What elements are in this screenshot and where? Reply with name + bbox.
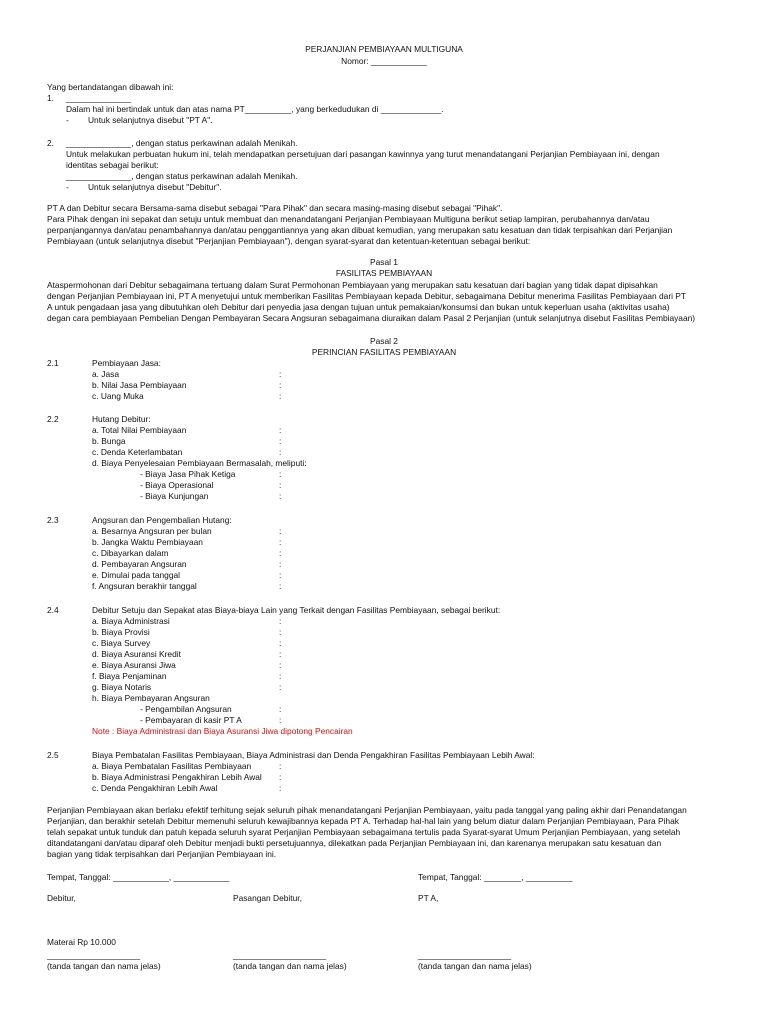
section-2-2-subitem: - Biaya Jasa Pihak Ketiga	[140, 469, 236, 479]
section-2-4-title: Debitur Setuju dan Sepakat atas Biaya-biaya Lain yang Terkait dengan Fasilitas Pembiayaan, sebagai berikut:	[92, 605, 501, 615]
field-colon: :	[279, 671, 282, 681]
section-2-5-item: a. Biaya Pembatalan Fasilitas Pembiayaan	[92, 761, 252, 771]
para-pihak-line: PT A dan Debitur secara Bersama-sama disebut sebagai "Para Pihak" dan secara masing-masing disebut sebagai "Pihak".	[47, 203, 503, 213]
pasal-2-title: PERINCIAN FASILITAS PEMBIAYAAN	[311, 347, 457, 357]
field-colon: :	[279, 436, 282, 446]
para-pihak-line: perpanjangannya dan/atau penambahannya dan/atau penggantiannya yang akan dibuat kemudian, yang merupakan satu kesatuan dan tidak terpisahkan dari Perjanjian	[47, 225, 673, 235]
section-2-4-subitem: - Pembayaran di kasir PT A	[140, 715, 242, 725]
section-2-1-item: c. Uang Muka	[92, 391, 144, 401]
section-2-4-item: e. Biaya Asuransi Jiwa	[92, 660, 176, 670]
section-2-3-item: b. Jangka Waktu Pembiayaan	[92, 537, 203, 547]
intro-text: Yang bertandatangan dibawah ini:	[47, 82, 174, 92]
section-2-4-item: c. Biaya Survey	[92, 638, 151, 648]
pasal-1-line: Ataspermohonan dari Debitur sebagaimana tertuang dalam Surat Permohonan Pembiayaan yang merupakan satu kesatuan dari bagian yang tidak dapat dipisahkan	[47, 280, 658, 290]
signature-caption: (tanda tangan dan nama jelas)	[47, 961, 161, 971]
signature-line: ____________________	[47, 950, 141, 960]
party-2-line-2: Untuk melakukan perbuatan hukum ini, telah mendapatkan persetujuan dari pasangan kawinnya yang turut menandatangani Perjanjian Pembiayaan ini, dengan	[66, 149, 660, 159]
section-2-2-item: d. Biaya Penyelesaian Pembiayaan Bermasalah, meliputi:	[92, 458, 307, 468]
section-2-2-number: 2.2	[47, 414, 59, 424]
field-colon: :	[279, 537, 282, 547]
field-colon: :	[279, 559, 282, 569]
section-2-4-item: b. Biaya Provisi	[92, 627, 150, 637]
section-2-5-title: Biaya Pembatalan Fasilitas Pembiayaan, Biaya Administrasi dan Denda Pengakhiran Fasilitas Pembiayaan Lebih Awal:	[92, 750, 535, 760]
party-1-name-blank: ______________	[66, 93, 132, 103]
document-title: PERJANJIAN PEMBIAYAAN MULTIGUNA	[305, 44, 463, 54]
field-colon: :	[279, 715, 282, 725]
party-1-reference: Untuk selanjutnya disebut "PT A".	[88, 115, 213, 125]
section-2-3-item: d. Pembayaran Angsuran	[92, 559, 187, 569]
section-2-1-title: Pembiayaan Jasa:	[92, 358, 161, 368]
place-date-right: Tempat, Tanggal: ________, __________	[418, 872, 573, 882]
section-2-2-subitem: - Biaya Operasional	[140, 480, 214, 490]
materai-text: Materai Rp 10.000	[47, 937, 116, 947]
field-colon: :	[279, 772, 282, 782]
pasal-1-line: degan cara pembiayaan Pembelian Dengan Pembayaran Secara Angsuran sebagaimana diuraikan dalam Pasal 2 Perjanjian (untuk selanjutnya disebut Fasilitas Pembiayaan)	[47, 313, 696, 323]
field-colon: :	[279, 369, 282, 379]
signature-line: ____________________	[233, 950, 327, 960]
section-2-2-item: a. Total Nilai Pembiayaan	[92, 425, 187, 435]
section-2-2-item: b. Bunga	[92, 436, 126, 446]
pasal-1-heading: Pasal 1	[370, 257, 398, 267]
section-2-4-number: 2.4	[47, 605, 59, 615]
party-2-line-3: identitas sebagai berikut:	[66, 160, 159, 170]
pasal-2-heading: Pasal 2	[370, 336, 398, 346]
field-colon: :	[279, 616, 282, 626]
pasal-1-title: FASILITAS PEMBIAYAAN	[335, 268, 433, 278]
field-colon: :	[279, 761, 282, 771]
section-2-1-item: b. Nilai Jasa Pembiayaan	[92, 380, 187, 390]
party-2-dash: -	[66, 182, 69, 192]
signature-caption: (tanda tangan dan nama jelas)	[233, 961, 347, 971]
section-2-1-number: 2.1	[47, 358, 59, 368]
closing-line: bagian yang tidak terpisahkan dari Perjanjian Pembiayaan ini.	[47, 849, 277, 859]
para-pihak-line: Para Pihak dengan ini sepakat dan setuju untuk membuat dan menandatangani Perjanjian Pembiayaan Multiguna berikut setiap lampiran, perubahannya dan/atau	[47, 214, 650, 224]
place-date-left: Tempat, Tanggal: ____________, ____________	[47, 872, 230, 882]
party-2-line-1: ______________, dengan status perkawinan adalah Menikah.	[66, 138, 298, 148]
pasal-1-line: dengan Perjanjian Pembiayaan ini, PT A menyetujui untuk memberikan Fasilitas Pembiayaan kepada Debitur, sebagaimana Debitur menerima Fasilitas Pembiayaan dari PT	[47, 291, 687, 301]
section-2-4-item: d. Biaya Asuransi Kredit	[92, 649, 181, 659]
party-2-reference: Untuk selanjutnya disebut "Debitur".	[88, 182, 222, 192]
field-colon: :	[279, 391, 282, 401]
section-2-2-title: Hutang Debitur:	[92, 414, 151, 424]
field-colon: :	[279, 704, 282, 714]
field-colon: :	[279, 570, 282, 580]
field-colon: :	[279, 425, 282, 435]
closing-line: ditandatangani dan/atau diparaf oleh Debitur menjadi bukti persetujuannya, dilekatkan pada Perjanjian Pembiayaan ini, dan karenanya merupakan satu kesatuan dan	[47, 838, 662, 848]
section-2-3-item: c. Dibayarkan dalam	[92, 548, 169, 558]
section-2-2-item: c. Denda Keterlambatan	[92, 447, 183, 457]
section-2-3-item: f. Angsuran berakhir tanggal	[92, 581, 197, 591]
section-2-4-item: a. Biaya Administrasi	[92, 616, 170, 626]
field-colon: :	[279, 627, 282, 637]
section-2-5-item: b. Biaya Administrasi Pengakhiran Lebih Awal	[92, 772, 262, 782]
section-2-4-item: g. Biaya Notaris	[92, 682, 152, 692]
field-colon: :	[279, 380, 282, 390]
field-colon: :	[279, 660, 282, 670]
party-2-line-4: ______________, dengan status perkawinan adalah Menikah.	[66, 171, 298, 181]
closing-line: telah sepakat untuk tunduk dan patuh kepada seluruh syarat Perjanjian Pembiayaan sebagaimana tertulis pada Syarat-syarat Umum Perjanjian Pembiayaan, yang setelah	[47, 827, 681, 837]
section-2-4-item: h. Biaya Pembayaran Angsuran	[92, 693, 210, 703]
party-1-number: 1.	[47, 93, 54, 103]
field-colon: :	[279, 469, 282, 479]
field-colon: :	[279, 548, 282, 558]
para-pihak-line: Pembiayaan (untuk selanjutnya disebut "Perjanjian Pembiayaan"), dengan syarat-syarat dan ketentuan-ketentuan sebagai berikut:	[47, 236, 531, 246]
section-2-4-subitem: - Pengambilan Angsuran	[140, 704, 232, 714]
field-colon: :	[279, 783, 282, 793]
signer-debitur-label: Debitur,	[47, 893, 76, 903]
field-colon: :	[279, 526, 282, 536]
party-2-number: 2.	[47, 138, 54, 148]
signer-pta-label: PT A,	[418, 893, 439, 903]
pasal-1-line: A untuk pengadaan jasa yang dibutuhkan oleh Debitur dari penyedia jasa dengan tujuan untuk pemakaian/konsumsi dan bukan untuk keperluan usaha (aktivitas usaha)	[47, 302, 670, 312]
party-1-dash: -	[66, 115, 69, 125]
section-2-2-subitem: - Biaya Kunjungan	[140, 491, 209, 501]
section-2-3-item: a. Besarnya Angsuran per bulan	[92, 526, 212, 536]
field-colon: :	[279, 447, 282, 457]
section-2-3-number: 2.3	[47, 515, 59, 525]
closing-line: Perjanjian, dan berakhir setelah Debitur memenuhi seluruh kewajibannya kepada PT A. Terhadap hal-hal lain yang belum diatur dalam Perjanjian Pembiayaan, Para Pihak	[47, 816, 679, 826]
signature-caption: (tanda tangan dan nama jelas)	[418, 961, 532, 971]
section-2-1-item: a. Jasa	[92, 369, 120, 379]
section-2-3-title: Angsuran dan Pengembalian Hutang:	[92, 515, 232, 525]
field-colon: :	[279, 581, 282, 591]
field-colon: :	[279, 480, 282, 490]
party-1-line: Dalam hal ini bertindak untuk dan atas nama PT__________, yang berkedudukan di _____________.	[66, 104, 444, 114]
section-2-4-note: Note : Biaya Administrasi dan Biaya Asuransi Jiwa dipotong Pencairan	[92, 726, 353, 736]
section-2-5-number: 2.5	[47, 750, 59, 760]
section-2-5-item: c. Denda Pengakhiran Lebih Awal	[92, 783, 218, 793]
section-2-4-item: f. Biaya Penjaminan	[92, 671, 167, 681]
signature-line: ____________________	[418, 950, 512, 960]
document-number: Nomor: ____________	[341, 56, 427, 66]
field-colon: :	[279, 682, 282, 692]
field-colon: :	[279, 649, 282, 659]
signer-pasangan-label: Pasangan Debitur,	[233, 893, 302, 903]
section-2-3-item: e. Dimulai pada tanggal	[92, 570, 180, 580]
field-colon: :	[279, 491, 282, 501]
field-colon: :	[279, 638, 282, 648]
closing-line: Perjanjian Pembiayaan akan berlaku efektif terhitung sejak seluruh pihak menandatangani Perjanjian Pembiayaan, yaitu pada tanggal yang paling akhir dari Penandatangan	[47, 805, 687, 815]
